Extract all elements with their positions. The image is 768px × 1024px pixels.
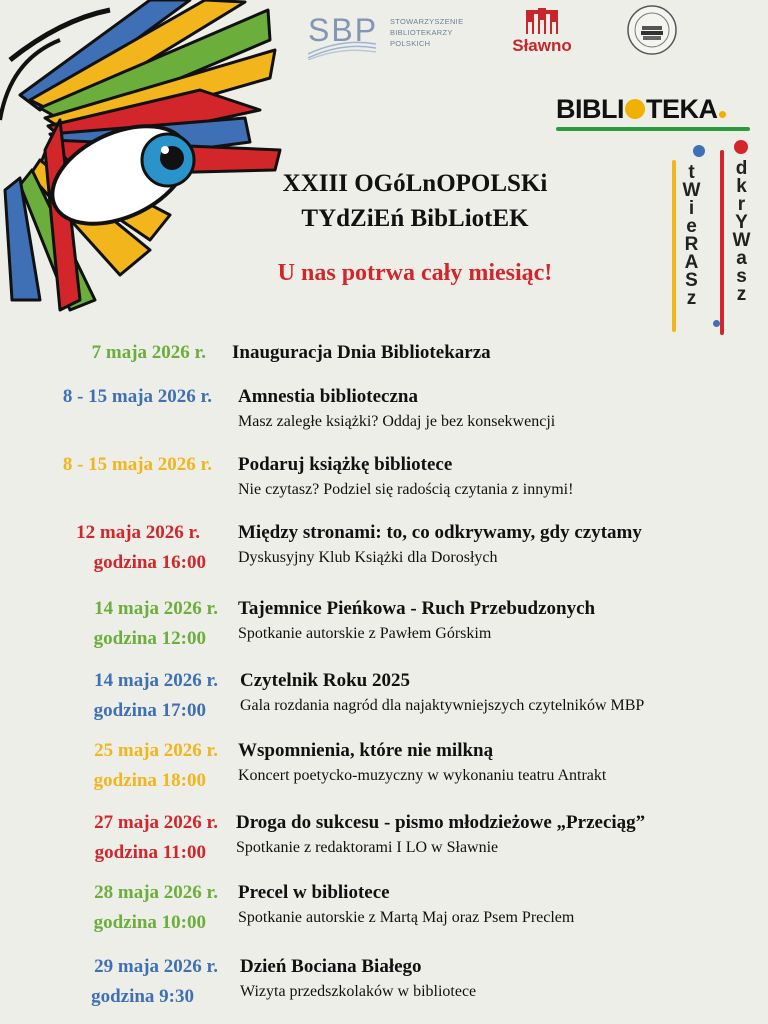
- event-title: Tajemnice Pieńkowa - Ruch Przebudzonych: [238, 598, 596, 619]
- event-date: 14 maja 2026 r.: [94, 598, 218, 619]
- sbp-line-2: BIBLIOTEKARZY: [390, 28, 453, 37]
- vertical-bar-left: [672, 160, 676, 332]
- event-title: Wspomnienia, które nie milkną: [238, 740, 494, 761]
- biblioteka-logo-part-2: TEKA: [646, 94, 718, 124]
- event-description: Koncert poetycko-muzyczny w wykonaniu teatru Antrakt: [238, 767, 607, 784]
- event-time: godzina 12:00: [93, 628, 206, 649]
- event-date: 7 maja 2026 r.: [91, 342, 206, 363]
- sbp-logo: [308, 10, 478, 62]
- event-date: 27 maja 2026 r.: [94, 812, 218, 833]
- event-date: 29 maja 2026 r.: [94, 956, 218, 977]
- event-description: Wizyta przedszkolaków w bibliotece: [240, 983, 477, 1000]
- event-title: Między stronami: to, co odkrywamy, gdy czytamy: [238, 522, 642, 543]
- vertical-bar-right: [720, 150, 724, 335]
- biblioteka-logo-underline: [556, 127, 750, 131]
- event-title: Amnestia biblioteczna: [238, 386, 418, 407]
- event-description: Masz zaległe książki? Oddaj je bez konsekwencji: [238, 413, 556, 430]
- headline-subtitle: U nas potrwa cały miesiąc!: [277, 260, 553, 286]
- sbp-logo-text: [390, 16, 463, 49]
- event-date: 8 - 15 maja 2026 r.: [62, 386, 212, 407]
- event-description: Spotkanie z redaktorami I LO w Sławnie: [236, 839, 499, 856]
- biblioteka-logo-title: [556, 94, 754, 125]
- vertical-slogan-right: dkrYWasz: [731, 158, 752, 302]
- biblioteka-logo: [556, 94, 754, 134]
- slawno-logo-label: Sławno: [512, 36, 572, 55]
- headline-line-2: TYdZiEń BibLiotEK: [301, 205, 529, 232]
- event-date: 12 maja 2026 r.: [76, 522, 200, 543]
- event-title: Podaruj książkę bibliotece: [238, 454, 453, 475]
- sbp-line-3: POLSKICH: [390, 39, 431, 48]
- event-time: godzina 11:00: [94, 842, 206, 863]
- biblioteka-logo-o-icon: [625, 99, 645, 119]
- vertical-dot-left: [693, 145, 705, 157]
- event-title: Dzień Bociana Białego: [240, 956, 422, 977]
- sbp-logo-mark: SBP: [308, 12, 379, 48]
- vertical-slogan-left: tWieRASz: [681, 162, 702, 306]
- event-time: godzina 9:30: [91, 986, 194, 1007]
- headline-line-1: XXIII OGóLnOPOLSKi: [282, 170, 548, 197]
- event-date: 8 - 15 maja 2026 r.: [62, 454, 212, 475]
- event-description: Spotkanie autorskie z Pawłem Górskim: [238, 625, 492, 642]
- event-description: Spotkanie autorskie z Martą Maj oraz Psem Preclem: [238, 909, 575, 926]
- event-date: 14 maja 2026 r.: [94, 670, 218, 691]
- event-date: 28 maja 2026 r.: [94, 882, 218, 903]
- event-description: Nie czytasz? Podziel się radością czytania z innymi!: [238, 481, 574, 498]
- vertical-dot-right: [734, 140, 748, 154]
- event-description: Dyskusyjny Klub Książki dla Dorosłych: [238, 549, 498, 566]
- event-title: Inauguracja Dnia Bibliotekarza: [232, 342, 491, 363]
- event-time: godzina 17:00: [93, 700, 206, 721]
- biblioteka-logo-dot: [719, 111, 726, 118]
- event-title: Droga do sukcesu - pismo młodzieżowe „Przeciąg”: [236, 812, 646, 833]
- event-description: Gala rozdania nagród dla najaktywniejszych czytelników MBP: [240, 697, 645, 714]
- event-date: 25 maja 2026 r.: [94, 740, 218, 761]
- event-time: godzina 16:00: [93, 552, 206, 573]
- biblioteka-logo-part-1: BIBLI: [556, 94, 624, 124]
- event-title: Czytelnik Roku 2025: [240, 670, 410, 691]
- headline: [200, 166, 630, 236]
- library-seal-icon: [626, 4, 678, 56]
- slawno-logo: [504, 6, 580, 58]
- event-time: godzina 18:00: [93, 770, 206, 791]
- event-title: Precel w bibliotece: [238, 882, 390, 903]
- sbp-waves-icon: [308, 40, 376, 60]
- vertical-dot-mid: [713, 320, 720, 327]
- slawno-crest-icon: [504, 6, 580, 36]
- event-time: godzina 10:00: [93, 912, 206, 933]
- sbp-line-1: STOWARZYSZENIE: [390, 17, 464, 26]
